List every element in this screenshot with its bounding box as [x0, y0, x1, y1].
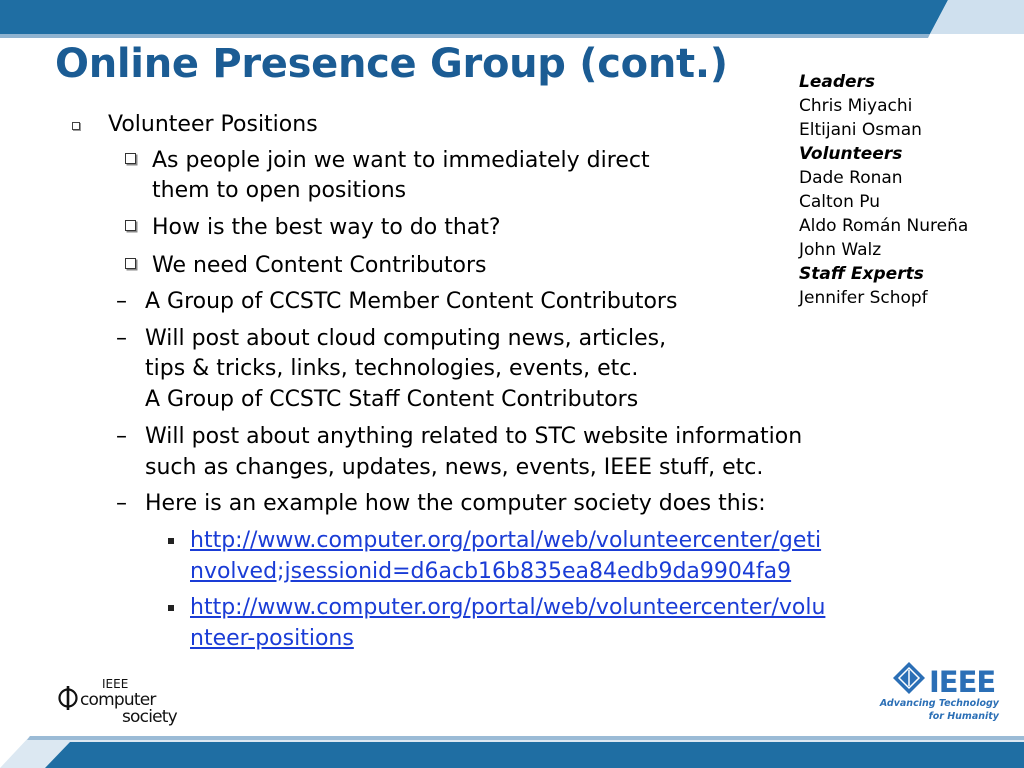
cs-society-text: society — [122, 707, 177, 727]
dash-staff-contributors: A Group of CCSTC Staff Content Contributors — [145, 387, 639, 412]
roster-panel — [799, 70, 1019, 310]
dash-marker: – — [116, 289, 127, 314]
bullet-volunteer-positions: Volunteer Positions — [108, 112, 318, 137]
link-volunteer-positions-cont[interactable]: nteer-positions — [190, 626, 354, 651]
leaders-heading: Leaders — [799, 72, 876, 92]
bullet-direct-volunteers-cont: them to open positions — [152, 178, 407, 203]
ieee-tagline-2: for Humanity — [928, 711, 999, 722]
staff-heading: Staff Experts — [799, 264, 924, 284]
top-banner — [0, 0, 1024, 38]
dash-marker: – — [116, 326, 127, 351]
checkbox-bullet-icon — [125, 220, 136, 231]
dash-website-posts: Will post about anything related to STC website information — [145, 424, 803, 449]
leader-name: Chris Miyachi — [799, 96, 913, 116]
cs-ieee-text: IEEE — [102, 677, 129, 691]
bullet-content-contributors: We need Content Contributors — [152, 253, 487, 278]
ieee-logo — [879, 660, 1005, 724]
link-get-involved[interactable]: http://www.computer.org/portal/web/volunteercenter/geti — [190, 528, 822, 553]
link-get-involved-cont[interactable]: nvolved;jsessionid=d6acb16b835ea84edb9da9904fa9 — [190, 559, 792, 584]
checkbox-bullet-icon — [125, 258, 136, 269]
checkbox-bullet-icon — [125, 153, 136, 164]
volunteer-name: Calton Pu — [799, 192, 880, 212]
bullet-best-way: How is the best way to do that? — [152, 215, 501, 240]
dash-member-contributors: A Group of CCSTC Member Content Contributors — [145, 289, 678, 314]
square-bullet-icon — [168, 538, 174, 544]
dash-marker: – — [116, 424, 127, 449]
dash-example: Here is an example how the computer society does this: — [145, 491, 766, 516]
staff-name: Jennifer Schopf — [799, 288, 928, 308]
slide-title: Online Presence Group (cont.) — [55, 41, 728, 87]
volunteers-heading: Volunteers — [799, 144, 903, 164]
checkbox-bullet-icon — [72, 122, 80, 130]
dash-marker: – — [116, 491, 127, 516]
computer-society-logo — [58, 674, 198, 726]
leader-name: Eltijani Osman — [799, 120, 922, 140]
square-bullet-icon — [168, 605, 174, 611]
bottom-banner — [0, 726, 1024, 768]
dash-cloud-posts: Will post about cloud computing news, articles, — [145, 326, 667, 351]
cs-computer-text: computer — [80, 690, 156, 710]
volunteer-name: Dade Ronan — [799, 168, 903, 188]
ieee-tagline-1: Advancing Technology — [879, 698, 999, 709]
ieee-wordmark: IEEE — [929, 665, 996, 699]
dash-website-posts-cont: such as changes, updates, news, events, IEEE stuff, etc. — [145, 455, 764, 480]
link-volunteer-positions[interactable]: http://www.computer.org/portal/web/volunteercenter/volu — [190, 595, 826, 620]
bullet-direct-volunteers: As people join we want to immediately direct — [152, 148, 650, 173]
volunteer-name: John Walz — [799, 240, 882, 260]
volunteer-name: Aldo Román Nureña — [799, 216, 969, 236]
dash-cloud-posts-cont: tips & tricks, links, technologies, events, etc. — [145, 356, 639, 381]
